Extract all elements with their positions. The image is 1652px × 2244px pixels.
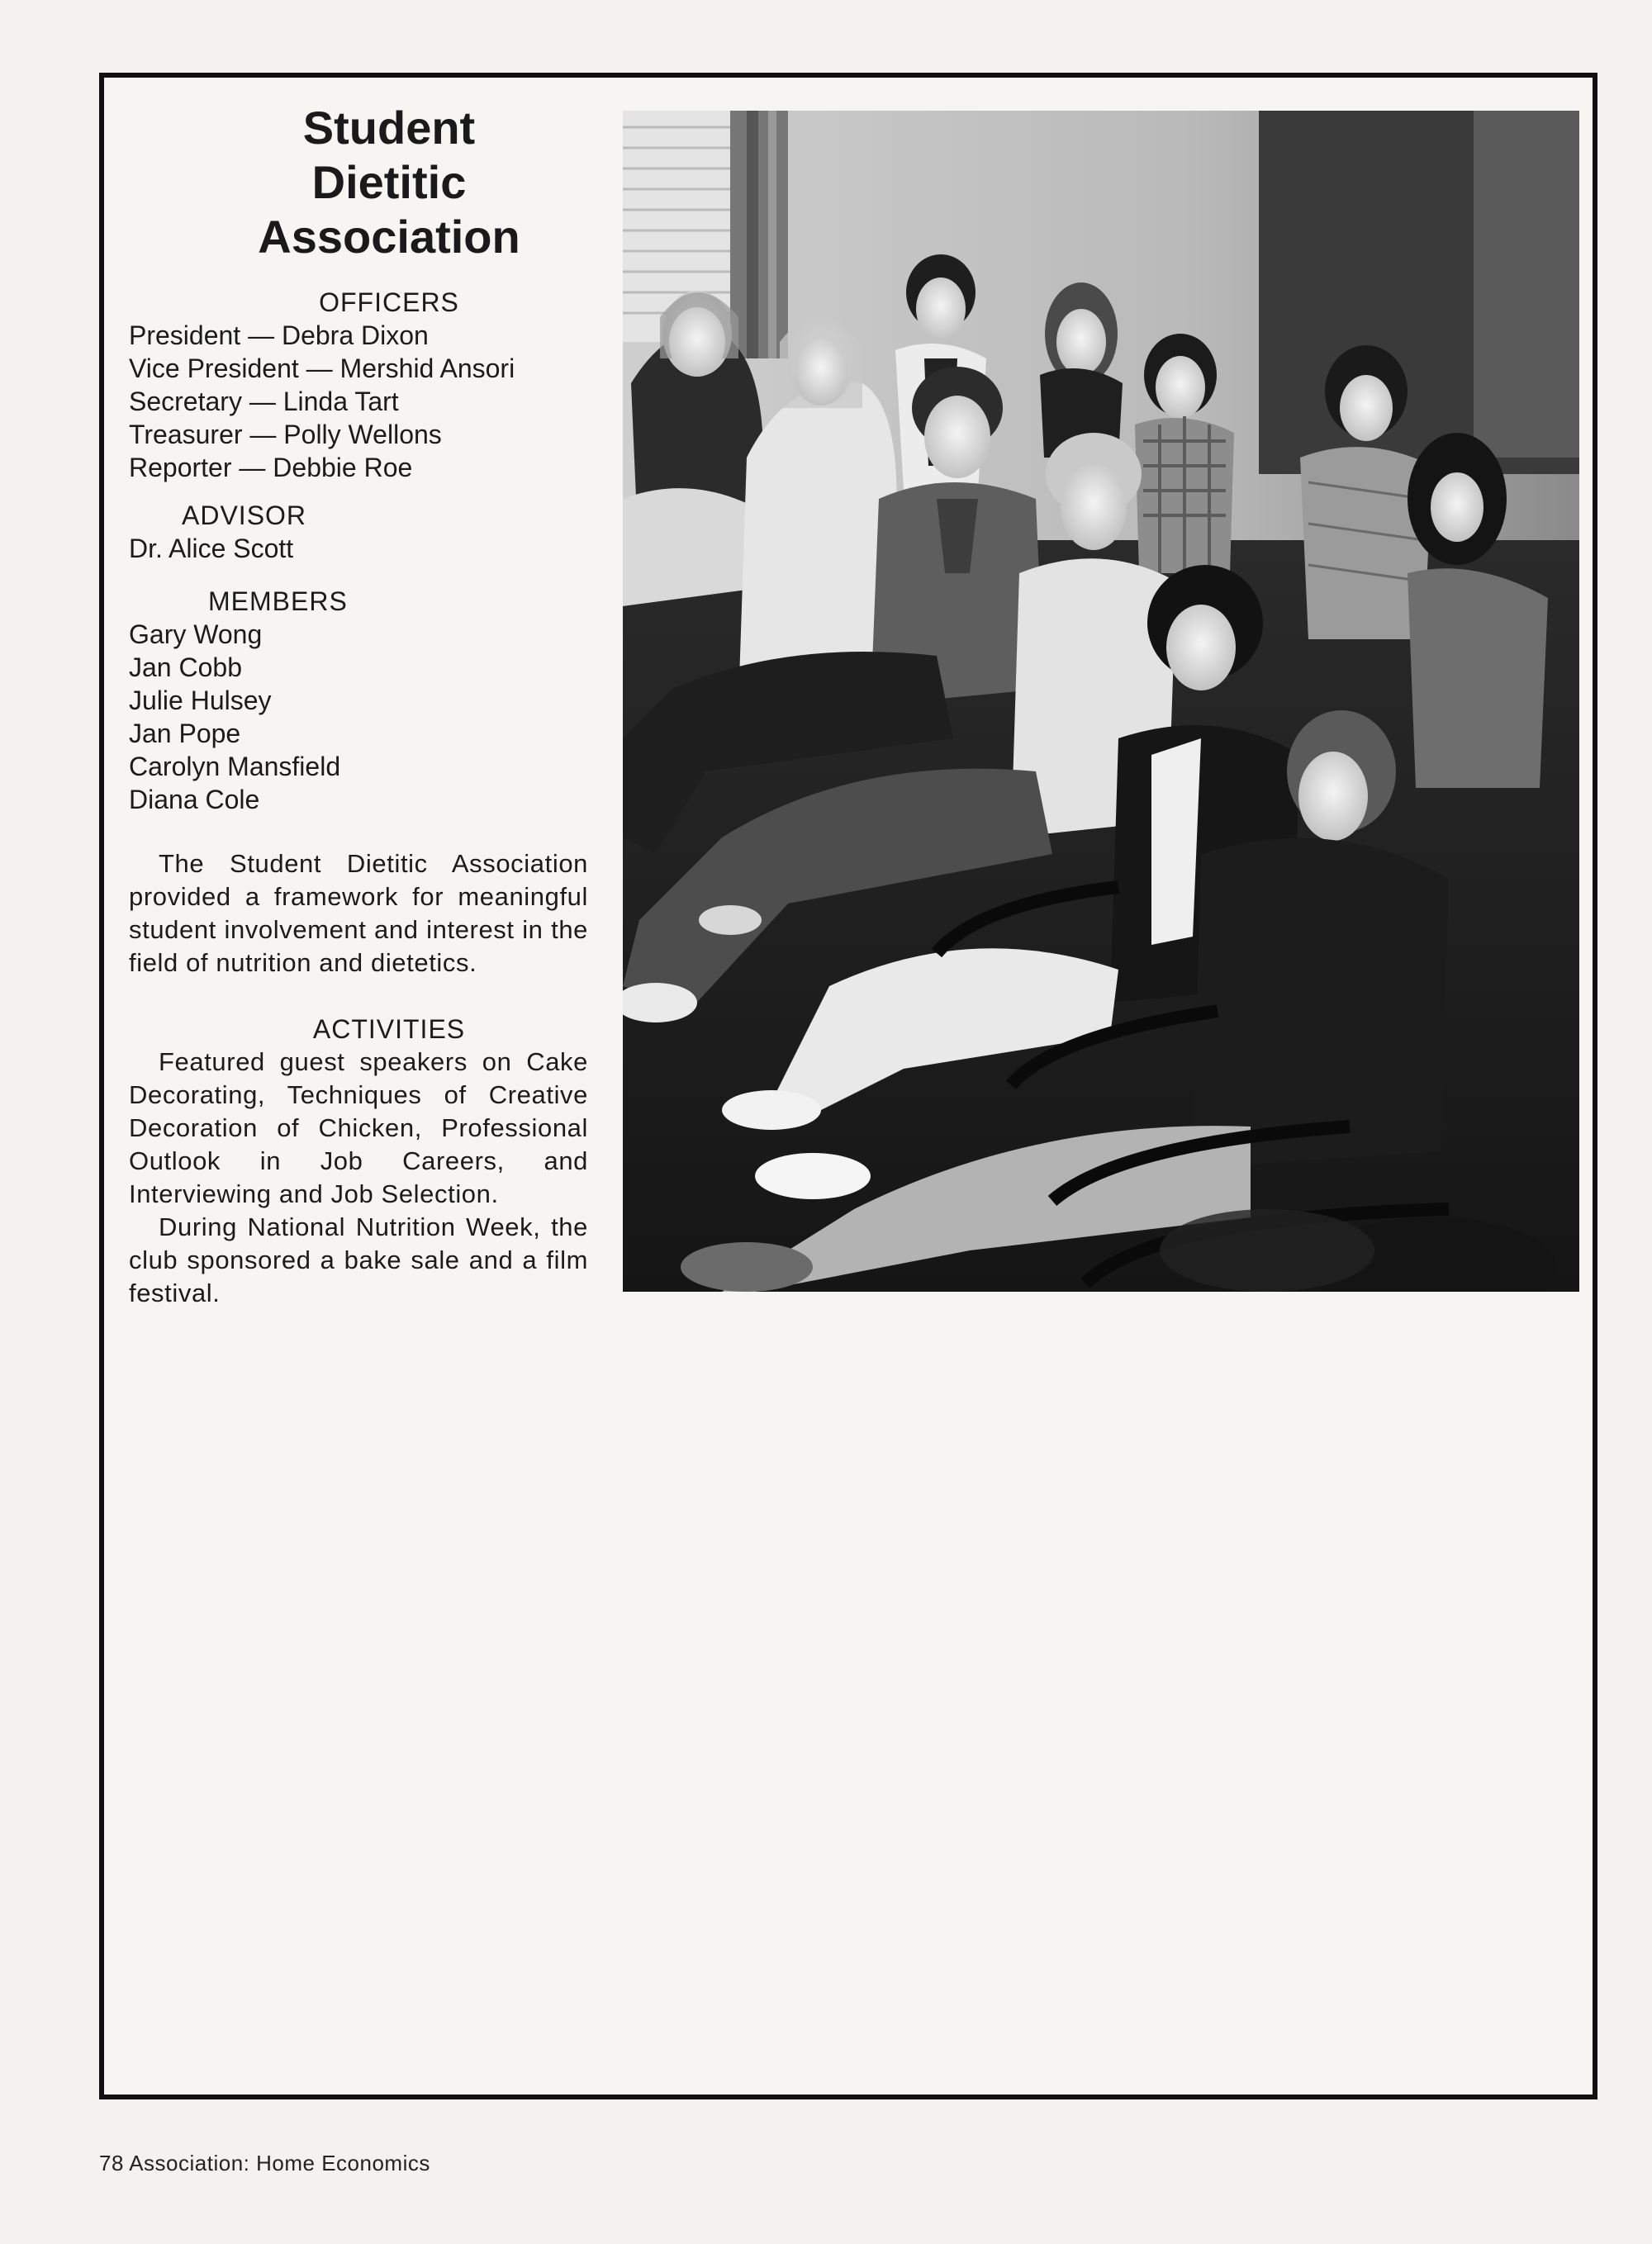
- page-footer: 78 Association: Home Economics: [99, 2151, 430, 2175]
- members-heading: MEMBERS: [208, 586, 348, 616]
- members-list: [129, 618, 624, 816]
- title-line: Student: [302, 102, 476, 154]
- group-photo-illustration: [623, 111, 1579, 1292]
- officer-item: Vice President — Mershid Ansori: [129, 353, 515, 383]
- member-item: Gary Wong: [129, 619, 263, 649]
- officer-item: President — Debra Dixon: [129, 320, 429, 350]
- officer-item: Secretary — Linda Tart: [129, 387, 399, 416]
- member-item: Julie Hulsey: [129, 686, 272, 715]
- text-column: [129, 101, 624, 1310]
- activities-block: [129, 1046, 591, 1310]
- member-item: Carolyn Mansfield: [129, 752, 341, 781]
- officers-heading: OFFICERS: [319, 287, 459, 317]
- activities-paragraph: [129, 1046, 588, 1211]
- member-item: Diana Cole: [129, 785, 260, 814]
- title-line: Association: [258, 211, 520, 263]
- activities-heading: ACTIVITIES: [312, 1014, 466, 1044]
- description-paragraph: [129, 847, 588, 980]
- description-block: [129, 847, 591, 980]
- member-item: Jan Pope: [129, 719, 241, 748]
- title-line: Dietitic: [311, 156, 467, 208]
- activities-text: During National Nutrition Week, the club sponsored a bake sale and a film festival.: [129, 1212, 588, 1307]
- officer-item: Reporter — Debbie Roe: [129, 453, 413, 482]
- page-frame: [99, 73, 1597, 2099]
- page-title: [129, 101, 624, 264]
- activities-text: Featured guest speakers on Cake Decorating, Techniques of Creative Decoration of Chicken, Professional Outlook in Job Careers, and Interviewing and Job Selection.: [129, 1047, 588, 1208]
- activities-paragraph: [129, 1211, 588, 1310]
- member-item: Jan Cobb: [129, 652, 242, 682]
- description-text: The Student Dietitic Association provided a framework for meaningful student involvement and interest in the field of nutrition and dietetics.: [129, 849, 588, 977]
- officer-item: Treasurer — Polly Wellons: [129, 420, 442, 449]
- advisor-heading: ADVISOR: [182, 501, 307, 530]
- group-photo: [623, 111, 1579, 1292]
- officers-list: [129, 319, 624, 484]
- advisor-name: Dr. Alice Scott: [129, 534, 294, 563]
